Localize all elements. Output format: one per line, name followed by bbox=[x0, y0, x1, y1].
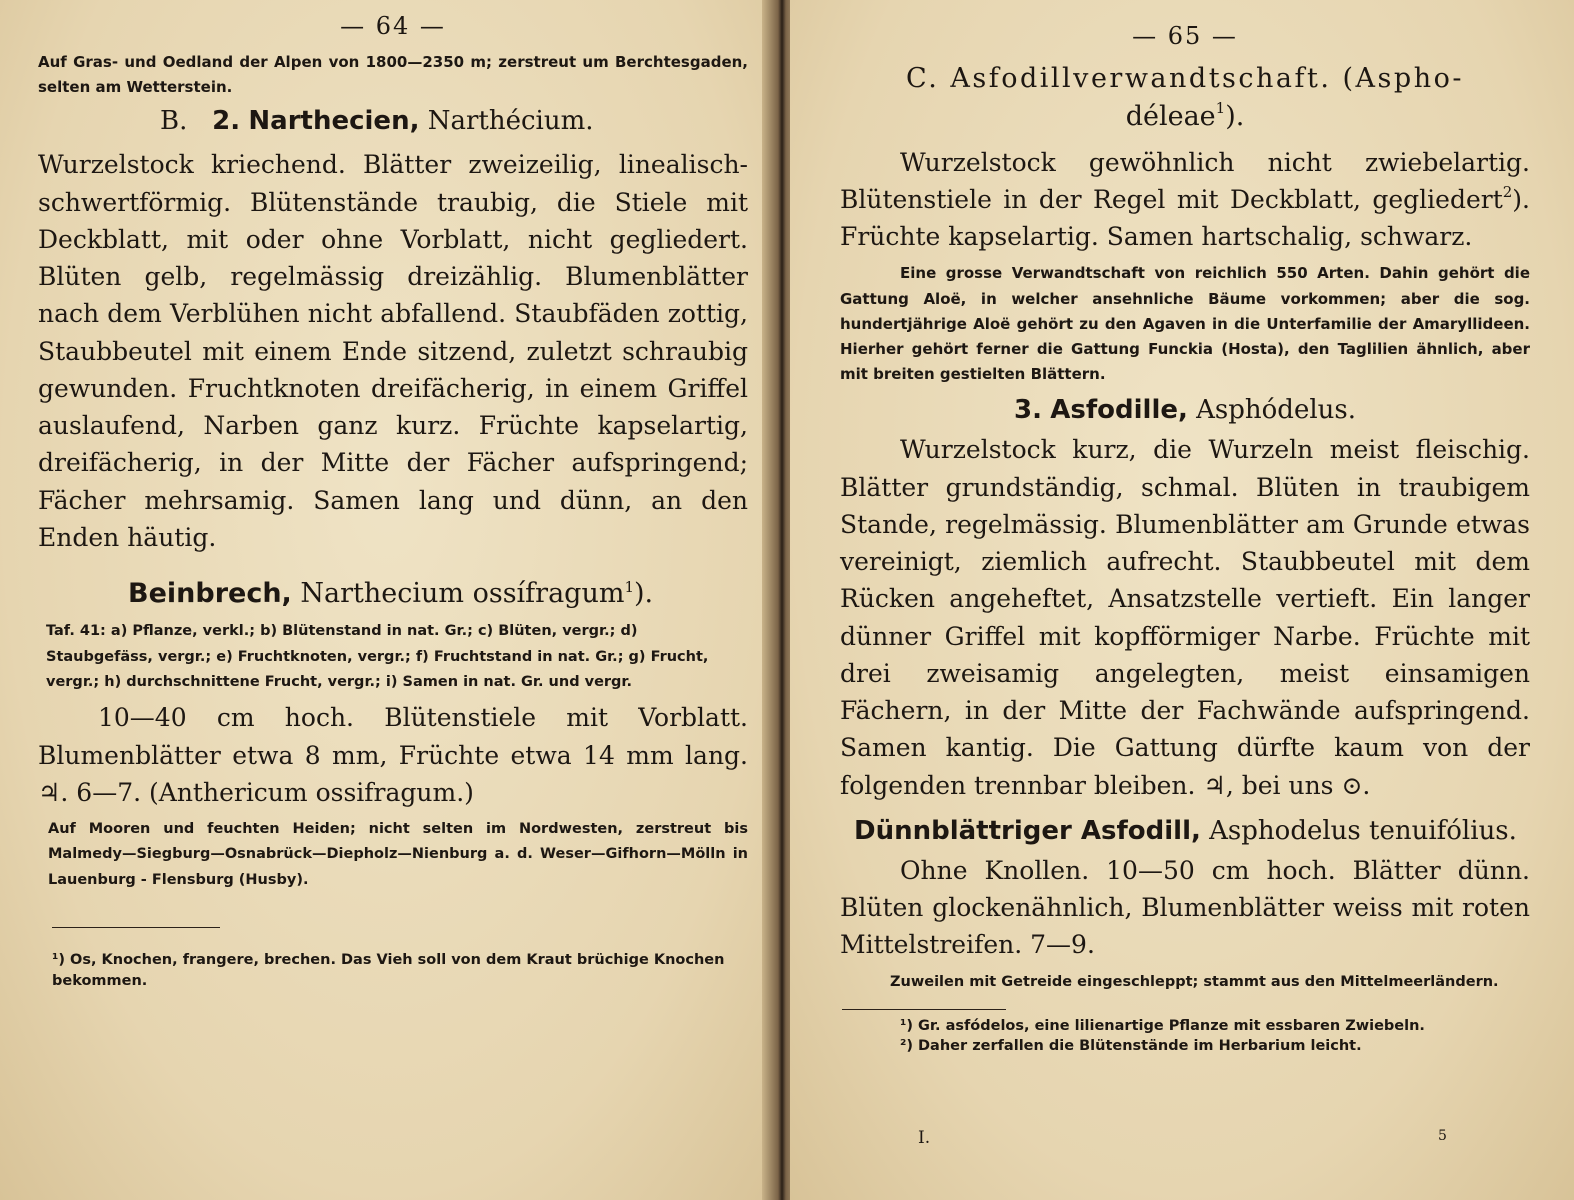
species-german-name: Dünnblättriger Asfodill, bbox=[854, 815, 1201, 846]
left-page bbox=[0, 0, 776, 1200]
species-german-name: Beinbrech, bbox=[128, 578, 292, 610]
section-heading bbox=[840, 60, 1530, 136]
footnote-1: ¹) Gr. asfódelos, eine lilienartige Pflanze mit essbaren Zwiebeln. bbox=[900, 1017, 1425, 1034]
signature-mark: I. bbox=[918, 1128, 931, 1148]
species-latin-name: Asphodelus tenuifólius. bbox=[1209, 815, 1517, 846]
section-description-a: Wurzelstock gewöhnlich nicht zwiebelartig. Blütenstiele in der Regel mit Deckblatt, gegliedert bbox=[840, 147, 1530, 214]
species-description: Ohne Knollen. 10—50 cm hoch. Blätter dünn. Blüten glockenähnlich, Blumenblätter weiss mit roten Mittelstreifen. 7—9. bbox=[840, 855, 1530, 960]
section-heading-line2: déleae bbox=[1125, 100, 1216, 132]
section-letter: B. bbox=[160, 106, 188, 137]
genus-number: 2. bbox=[212, 106, 241, 137]
genus-description: Wurzelstock kriechend. Blätter zweizeilig, linealisch-schwertförmig. Blütenstände traubig, die Stiele mit Deckblatt, mit oder ohne Vorblatt, nicht gegliedert. Blüten gelb, regelmässig dreizählig. Blumenblätter nach dem Verblühen nicht abfallend. Staubfäden zottig, Staubbeutel mit einem Ende sitzend, zuletzt schraubig gewunden. Fruchtknoten dreifächerig, in einem Griffel auslaufend, Narben ganz kurz. Früchte kapselartig, dreifächerig, in der Mitte der Fächer aufspringend; Fächer mehrsamig. Samen lang und dünn, an den Enden häutig. bbox=[38, 150, 748, 552]
signature-number: 5 bbox=[1438, 1128, 1447, 1144]
distribution-text: Auf Mooren und feuchten Heiden; nicht selten im Nordwesten, zerstreut bis Malmedy—Siegburg—Osnabrück—Diepholz—Nienburg a. d. Weser—Gifhorn—Mölln in Lauenburg - Flensburg (Husby). bbox=[48, 821, 748, 888]
genus-heading bbox=[840, 395, 1530, 425]
footnote-mark: 1 bbox=[624, 578, 635, 597]
page-number: — 65 — bbox=[1132, 22, 1238, 50]
plate-reference: Taf. 41: a) Pflanze, verkl.; b) Blütenstand in nat. Gr.; c) Blüten, vergr.; d) Staubgefäss, vergr.; e) Fruchtknoten, vergr.; f) Fruchtstand in nat. Gr.; g) Frucht, vergr.; h) durchschnittene Frucht, vergr.; i) Samen in nat. Gr. und vergr. bbox=[46, 623, 709, 690]
species-latin-name: Narthecium ossífragum bbox=[300, 578, 625, 610]
right-page bbox=[790, 0, 1574, 1200]
footnote: ¹) Os, Knochen, frangere, brechen. Das Vieh soll von dem Kraut brüchige Knochen bekommen. bbox=[52, 952, 725, 990]
section-heading-line1: C. Asfodillverwandtschaft. (Aspho- bbox=[906, 63, 1464, 94]
species-description: 10—40 cm hoch. Blütenstiele mit Vorblatt. Blumenblätter etwa 8 mm, Früchte etwa 14 mm lang. ♃. 6—7. (Anthericum ossifragum.) bbox=[38, 703, 748, 807]
species-heading-end: ). bbox=[634, 578, 654, 610]
genus-description: Wurzelstock kurz, die Wurzeln meist fleischig. Blätter grundständig, schmal. Blüten in traubigem Stande, regelmässig. Blumenblätter am Grunde etwas vereinigt, ziemlich aufrecht. Staubbeutel mit dem Rücken angeheftet, Ansatzstelle vertieft. Ein langer dünner Griffel mit kopfförmiger Narbe. Früchte mit drei zweisamig angelegten, meist einsamigen Fächern, in der Mitte der Fachwände aufspringend. Samen kantig. Die Gattung dürfte kaum von der folgenden trennbar bleiben. ♃, bei uns ⊙. bbox=[840, 435, 1530, 800]
footnote-rule bbox=[842, 1009, 1006, 1010]
species-heading bbox=[128, 578, 748, 609]
footnote-rule bbox=[52, 927, 220, 928]
section-description-b: ). Früchte kapselartig. Samen hartschalig, schwarz. bbox=[840, 184, 1530, 252]
genus-german-name: Narthecien, bbox=[248, 106, 420, 137]
species-heading bbox=[854, 816, 1530, 846]
genus-german-name: Asfodille, bbox=[1050, 395, 1188, 426]
genus-latin-name: Asphódelus. bbox=[1196, 395, 1356, 426]
intro-text: Auf Gras- und Oedland der Alpen von 1800—2350 m; zerstreut um Berchtesgaden, selten am Wetterstein. bbox=[38, 53, 748, 97]
footnote-mark-2: 2 bbox=[1502, 182, 1513, 201]
footnote-2: ²) Daher zerfallen die Blütenstände im Herbarium leicht. bbox=[900, 1038, 1362, 1055]
genus-latin-name: Narthécium. bbox=[427, 106, 594, 137]
distribution-text: Zuweilen mit Getreide eingeschleppt; stammt aus den Mittelmeerländern. bbox=[890, 973, 1499, 990]
page-number: — 64 — bbox=[340, 12, 446, 40]
section-note: Eine grosse Verwandtschaft von reichlich 550 Arten. Dahin gehört die Gattung Aloë, in welcher ansehnliche Bäume vorkommen; aber die sog. hundertjährige Aloë gehört zu den Agaven in die Unterfamilie der Amaryllideen. Hierher gehört ferner die Gattung Funckia (Hosta), den Taglilien ähnlich, aber mit breiten gestielten Blättern. bbox=[840, 264, 1530, 384]
footnote-mark: 1 bbox=[1215, 98, 1226, 117]
section-heading-end: ). bbox=[1225, 100, 1245, 132]
section-description bbox=[840, 144, 1530, 256]
genus-number: 3. bbox=[1014, 395, 1042, 426]
genus-heading bbox=[38, 106, 748, 136]
